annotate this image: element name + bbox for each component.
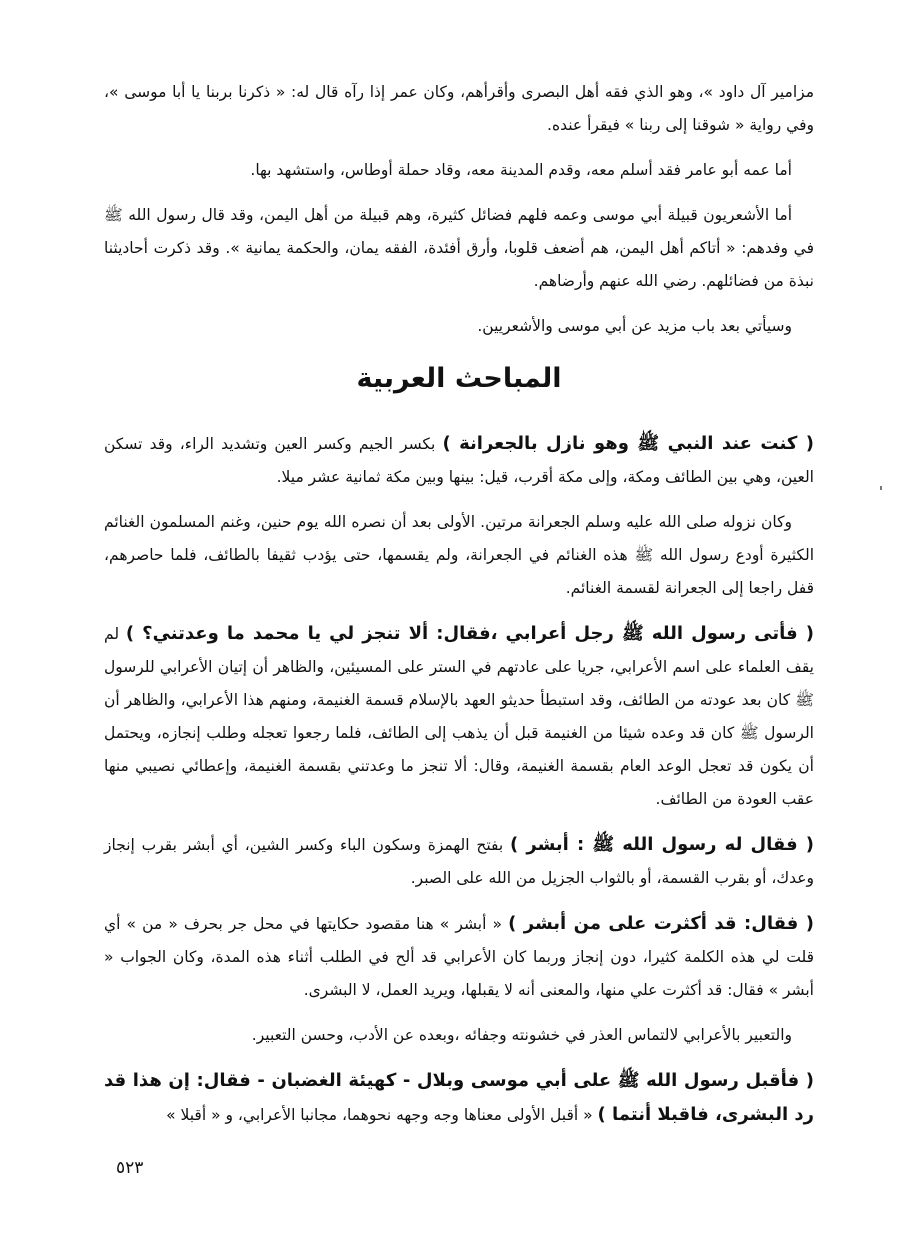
commentary-text: « أقبل الأولى معناها وجه وجهه نحوهما، مجانبا الأعرابي، و « أقبلا » xyxy=(166,1106,598,1124)
commentary-text: وكان نزوله صلى الله عليه وسلم الجعرانة مرتين. الأولى بعد أن نصره الله يوم حنين، وغنم المسلمون الغنائم الكثيرة أودع رسول الله ﷺ هذه الغنائم في الجعرانة، ولم يقسمها، حتى يؤدب ثقيفا بالطائف، فلما حاصرهم، قفل راجعا إلى الجعرانة لقسمة الغنائم. xyxy=(104,513,814,597)
commentary-paragraph xyxy=(104,828,814,895)
commentary-text: بكسر الجيم وكسر العين وتشديد الراء، وقد تسكن العين، وهي بين الطائف ومكة، وإلى مكة أقرب، قيل: بينها وبين مكة ثمانية عشر ميلا. xyxy=(104,435,814,486)
commentary-text: لم يقف العلماء على اسم الأعرابي، جريا على عادتهم في الستر على المسيئين، والظاهر أن إتيان الأعرابي للرسول ﷺ كان بعد عودته من الطائف، وقد استبطأ حديثو العهد بالإسلام قسمة الغنيمة، ومنهم هذا الأعرابي، والظاهر أن الرسول ﷺ كان قد وعده شيئا من الغنيمة قبل أن يذهب إلى الطائف، فلما رجعوا تعجله وطلب إنجازه، ويحتمل أن يكون قد تعجل الوعد العام بقسمة الغنيمة، وقال: ألا تنجز ما وعدتني بقسمة الغنيمة، وإعطائي نصيبي منها عقب العودة من الطائف. xyxy=(104,625,814,808)
lemma-text: ( كنت عند النبي ﷺ وهو نازل بالجعرانة ) xyxy=(442,433,814,454)
commentary-text: والتعبير بالأعرابي لالتماس العذر في خشونته وجفائه ،وبعده عن الأدب، وحسن التعبير. xyxy=(251,1026,792,1044)
commentary-text: بفتح الهمزة وسكون الباء وكسر الشين، أي أبشر بقرب إنجاز وعدك، أو بقرب القسمة، أو بالثواب الجزيل من الله على الصبر. xyxy=(104,836,814,887)
commentary-paragraph xyxy=(104,907,814,1007)
lemma-text: ( فقال: قد أكثرت على من أبشر ) xyxy=(508,913,814,934)
section-heading: المباحث العربية xyxy=(356,363,562,394)
book-page xyxy=(104,76,814,1144)
intro-paragraph: أما عمه أبو عامر فقد أسلم معه، وقدم المدينة معه، وقاد حملة أوطاس، واستشهد بها. xyxy=(250,161,792,179)
commentary-paragraph xyxy=(104,1019,814,1052)
intro-paragraph: مزامير آل داود »، وهو الذي فقه أهل البصرى وأقرأهم، وكان عمر إذا رآه قال له: « ذكرنا بربنا يا أبا موسى »، وفي رواية « شوقنا إلى ربنا » فيقرأ عنده. xyxy=(104,83,814,134)
page-number: ٥٢٣ xyxy=(116,1158,144,1178)
lemma-text: ( فأتى رسول الله ﷺ رجل أعرابي ،فقال: ألا تنجز لي يا محمد ما وعدتني؟ ) xyxy=(125,623,814,644)
commentary-paragraph xyxy=(104,506,814,605)
intro-paragraph: وسيأتي بعد باب مزيد عن أبي موسى والأشعريين. xyxy=(477,317,792,335)
lemma-text: ( فأقبل رسول الله ﷺ على أبي موسى وبلال - كهيئة الغضبان - فقال: إن هذا قد رد البشرى، فاقبلا أنتما ) xyxy=(104,1070,814,1125)
commentary-text: « أبشر » هنا مقصود حكايتها في محل جر بحرف « من » أي قلت لي هذه الكلمة كثيرا، دون إنجاز وربما كان الأعرابي قد ألح في الطلب أثناء هذه المدة، وكان الجواب « أبشر » فقال: قد أكثرت علي منها، والمعنى أنه لا يقبلها، ويريد العمل، لا البشرى. xyxy=(104,915,814,999)
lemma-text: ( فقال له رسول الله ﷺ : أبشر ) xyxy=(510,834,814,855)
intro-paragraph: أما الأشعريون قبيلة أبي موسى وعمه فلهم فضائل كثيرة، وهم قبيلة من أهل اليمن، وقد قال رسول الله ﷺ في وفدهم: « أتاكم أهل اليمن، هم أضعف قلوبا، وأرق أفئدة، الفقه يمان، والحكمة يمانية ». وقد ذكرت أحاديثنا نبذة من فضائلهم. رضي الله عنهم وأرضاهم. xyxy=(104,206,814,290)
commentary-paragraph xyxy=(104,617,814,816)
commentary-paragraph xyxy=(104,1064,814,1132)
commentary-paragraph xyxy=(104,427,814,494)
scan-speck xyxy=(880,486,882,490)
